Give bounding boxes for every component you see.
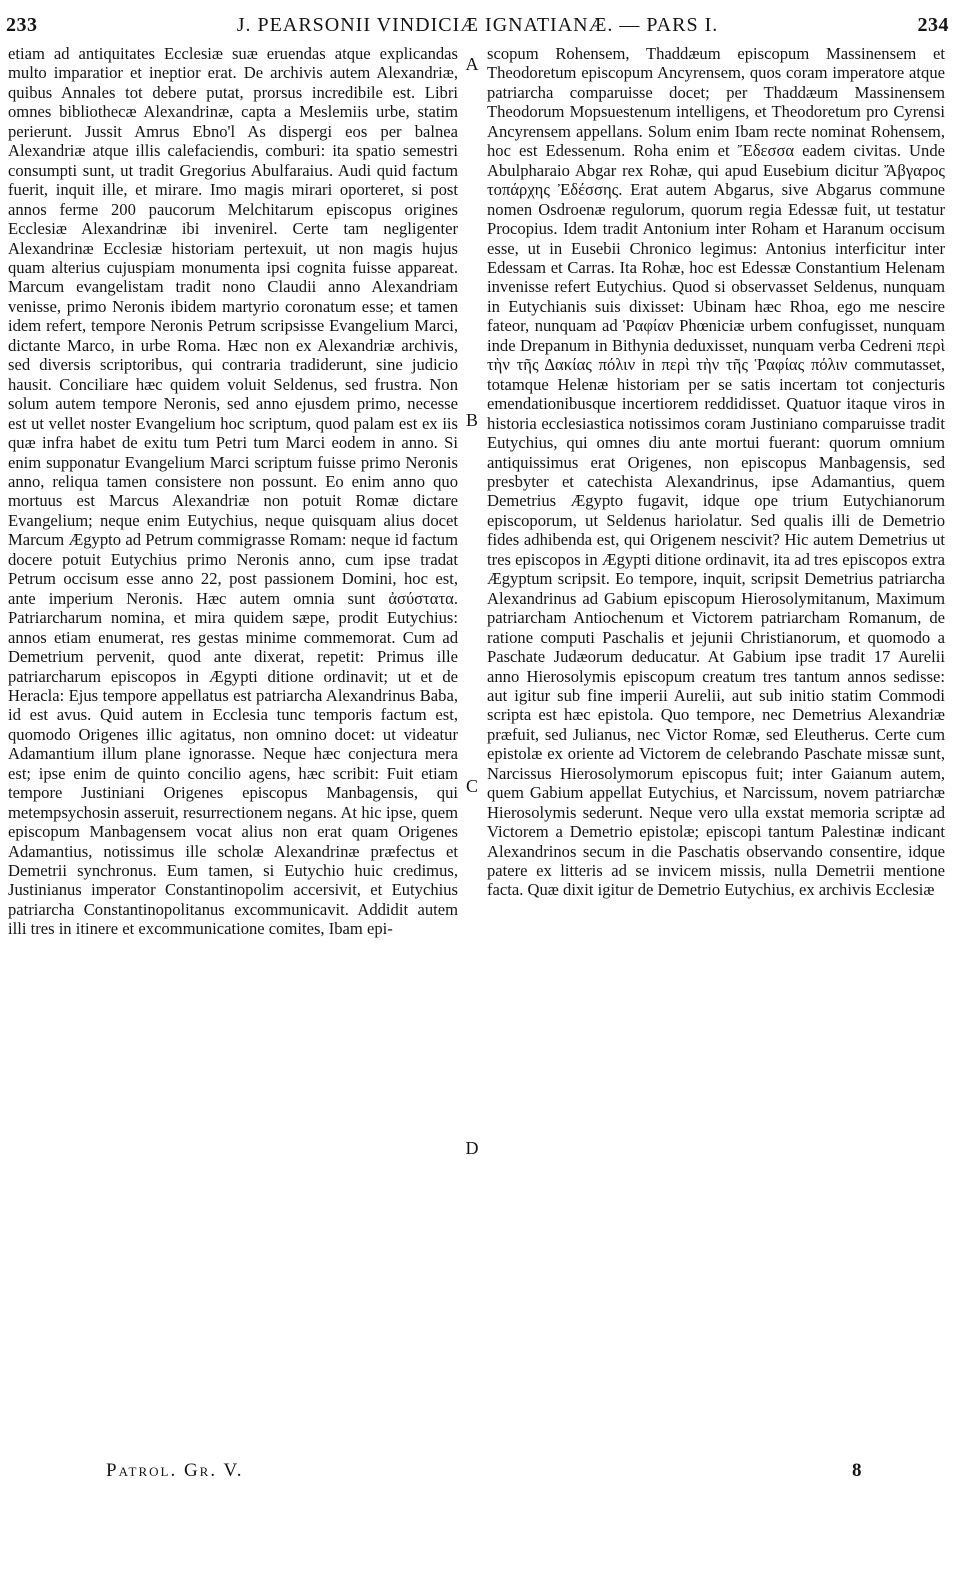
- left-column-text: etiam ad antiquitates Ecclesiæ suæ eruendas atque explicandas multo imparatior et ineptior erat. De archivis autem Alexandriæ, quibus Annales tot debere putat, prorsus incredibile est. Libri omnes bibliothecæ Alexandrinæ, capta a Meslemiis urbe, statim perierunt. Jussit Amrus Ebno'l As dispergi eos per balnea Alexandriæ atque illis calefaciendis, comburi: ita spatio semestri consumpti sunt, ut tradit Gregorius Abulfaraius. Audi quid factum fuerit, inquit ille, et mirare. Imo magis mirari oporteret, si post annos ferme 200 paucorum Melchitarum episcopus origines Ecclesiæ Alexandrinæ ibi invenirel. Certe tam negligenter Alexandrinæ Ecclesiæ historiam pertexuit, ut non magis hujus quam alterius cujuspiam monumenta ipsi cognita fuisse appareat. Marcum evangelistam tradit nono Claudii anno Alexandriam venisse, primo Neronis ibidem martyrio coronatum esse; et tamen idem refert, tempore Neronis Petrum scripsisse Evangelium Marci, dictante Marco, in urbe Roma. Hæc non ex Alexandriæ archivis, sed diversis scriptoribus, qui contraria tradiderunt, sine judicio hausit. Conciliare hæc quidem voluit Seldenus, sed frustra. Non solum autem tempore Neronis, sed anno ejusdem primo, necesse est ut vellet noster Evangelium hoc scriptum, quod palam est ex iis quæ infra habet de exitu tum Petri tum Marci eodem in anno. Si enim supponatur Evangelium Marci scriptum fuisse primo Neronis anno, reliqua tamen consistere non possunt. Eo enim anno quo mortuus est Marcus Alexandriæ non potuit Romæ dictare Evangelium; neque enim Eutychius, neque quisquam alius docet Marcum Ægypto ad Petrum commigrasse Romam: neque id factum docere potuit Eutychius primo Neronis anno, cum ipse tradat Petrum occisum esse anno 22, post passionem Domini, hoc est, ante imperium Neronis. Hæc autem omnia sunt ἀσύστατα. Patriarcharum nomina, et mira quidem sæpe, prodit Eutychius: annos etiam enumerat, res gestas minime commemorat. Cum ad Demetrium pervenit, quod ante dixerat, repetit: Primus ille patriarcharum episcopos in Ægypti ditione ordinavit; ut et de Heracla: Ejus tempore appellatus est patriarcha Alexandrinus Baba, id est avus. Quid autem in Ecclesia tunc temporis factum est, quomodo Origenes illic agitatus, non omnino docet: ut videatur Adamantium illum plane ignorasse. Neque hæc conjectura mera est; ipse enim de quinto concilio agens, hæc scribit: Fuit etiam tempore Justiniani Origenes episcopus Manbagensis, qui metempsychosin asseruit, resurrectionem negans. At hic ipse, quem episcopum Manbagensem vocat alius non erat quam Origenes Adamantius, notissimus ille scholæ Alexandrinæ præfectus et Demetrii synchronus. Eum tamen, si Eutychio huic credimus, Justinianus imperator Constantinopolim accersivit, et Eutychius patriarcha Constantinopolitanus excommunicavit. Addidit autem illi tres in itinere et excommunicatione comites, Ibam epi-: [8, 44, 458, 939]
- page-header: [6, 8, 949, 42]
- section-marker-d: D: [465, 1138, 479, 1158]
- page-number-left: 233: [6, 14, 38, 36]
- page-footer: [6, 1460, 949, 1490]
- section-marker-c: C: [465, 776, 478, 796]
- section-marker-b: B: [465, 410, 478, 430]
- footer-series: Patrol. Gr. V.: [106, 1460, 244, 1481]
- running-title: J. PEARSONII VINDICIÆ IGNATIANÆ. — PARS I.: [236, 14, 719, 36]
- right-column-text: scopum Rohensem, Thaddæum episcopum Massinensem et Theodoretum episcopum Ancyrensem, quos coram imperatore atque patriarcha comparuisse docet; per Thaddæum Massinensem Theodorum Mopsuestenum intelligens, et Theodoretum pro Cyrensi Ancyrensem appellans. Solum enim Ibam recte nominat Rohensem, hoc est Edessenum. Roha enim et Ἔδεσσα eadem civitas. Unde Abulpharaio Abgar rex Rohæ, qui apud Eusebium dicitur Ἄβγαρος τοπάρχης Ἐδέσσης. Erat autem Abgarus, sive Abgarus commune nomen Osdroenæ regulorum, quorum regia Edessæ fuit, ut testatur Procopius. Idem tradit Antonium inter Roham et Haranum occisum esse, ut in Eusebii Chronico legimus: Antonius interficitur inter Edessam et Carras. Ita Rohæ, hoc est Edessæ Constantium Helenam invenisse refert Eutychius. Quod si observasset Seldenus, nunquam in Eutychianis suis dixisset: Ubinam hæc Rhoa, ego me nescire fateor, nunquam ad Ῥαφίαν Phœniciæ urbem confugisset, nunquam inde Drepanum in Bithynia deduxisset, nunquam verba Cedreni περὶ τὴν τῆς Δακίας πόλιν in περὶ τὴν τῆς Ῥαφίας πόλιν commutasset, totamque Helenæ historiam per se satis incertam tot conjecturis emendationibusque incertiorem reddidisset. Quatuor itaque viros in historia ecclesiastica notissimos coram Justiniano comparuisse tradit Eutychius, qui omnes diu ante mortui fuerant: quorum omnium antiquissimus erat Origenes, non episcopus Manbagensis, sed presbyter et catechista Alexandrinus, ipse Adamantius, quem Demetrius Ægypto fugavit, idque ope trium Eutychianorum episcoporum, ut Seldenus hariolatur. Sed qualis illi de Demetrio fides adhibenda est, qui Origenem nescivit? Hic autem Demetrius ut tres episcopos in Ægypti ditione ordinavit, ita ad tres episcopos extra Ægyptum scripsit. Eo tempore, inquit, scripsit Demetrius patriarcha Alexandrinus ad Gabium episcopum Hierosolymitanum, Maximum patriarcham Antiochenum et Victorem patriarcham Romanum, de ratione computi Paschalis et jejunii Christianorum, et quomodo a Paschate Judæorum deducatur. At Gabium ipse tradit 17 Aurelii anno Hierosolymis episcopum creatum tres tantum annos sedisse: aut igitur sub fine imperii Aurelii, aut sub initio statim Commodi scripta est hæc epistola. Quo tempore, nec Demetrius Alexandriæ præfuit, sed Julianus, nec Victor Romæ, sed Eleutherus. Certe cum epistolæ ex oriente ad Victorem de celebrando Paschate missæ sunt, Narcissus Hierosolymorum episcopus fuit; inter Gaianum autem, quem Gabium appellat Eutychius, et Narcissum, novem patriarchæ Hierosolymis sederunt. Neque vero ulla exstat memoria scriptæ ad Victorem a Demetrio epistolæ; episcopi tantum Palestinæ indicant Alexandrinos secum in die Paschatis observando consentire, idque patere ex litteris ad se invicem missis, nulla Demetrii mentione facta. Quæ dixit igitur de Demetrio Eutychius, ex archivis Ecclesiæ: [487, 44, 945, 900]
- footer-signature: 8: [852, 1460, 862, 1481]
- section-marker-a: A: [465, 54, 479, 74]
- page-number-right: 234: [917, 14, 949, 36]
